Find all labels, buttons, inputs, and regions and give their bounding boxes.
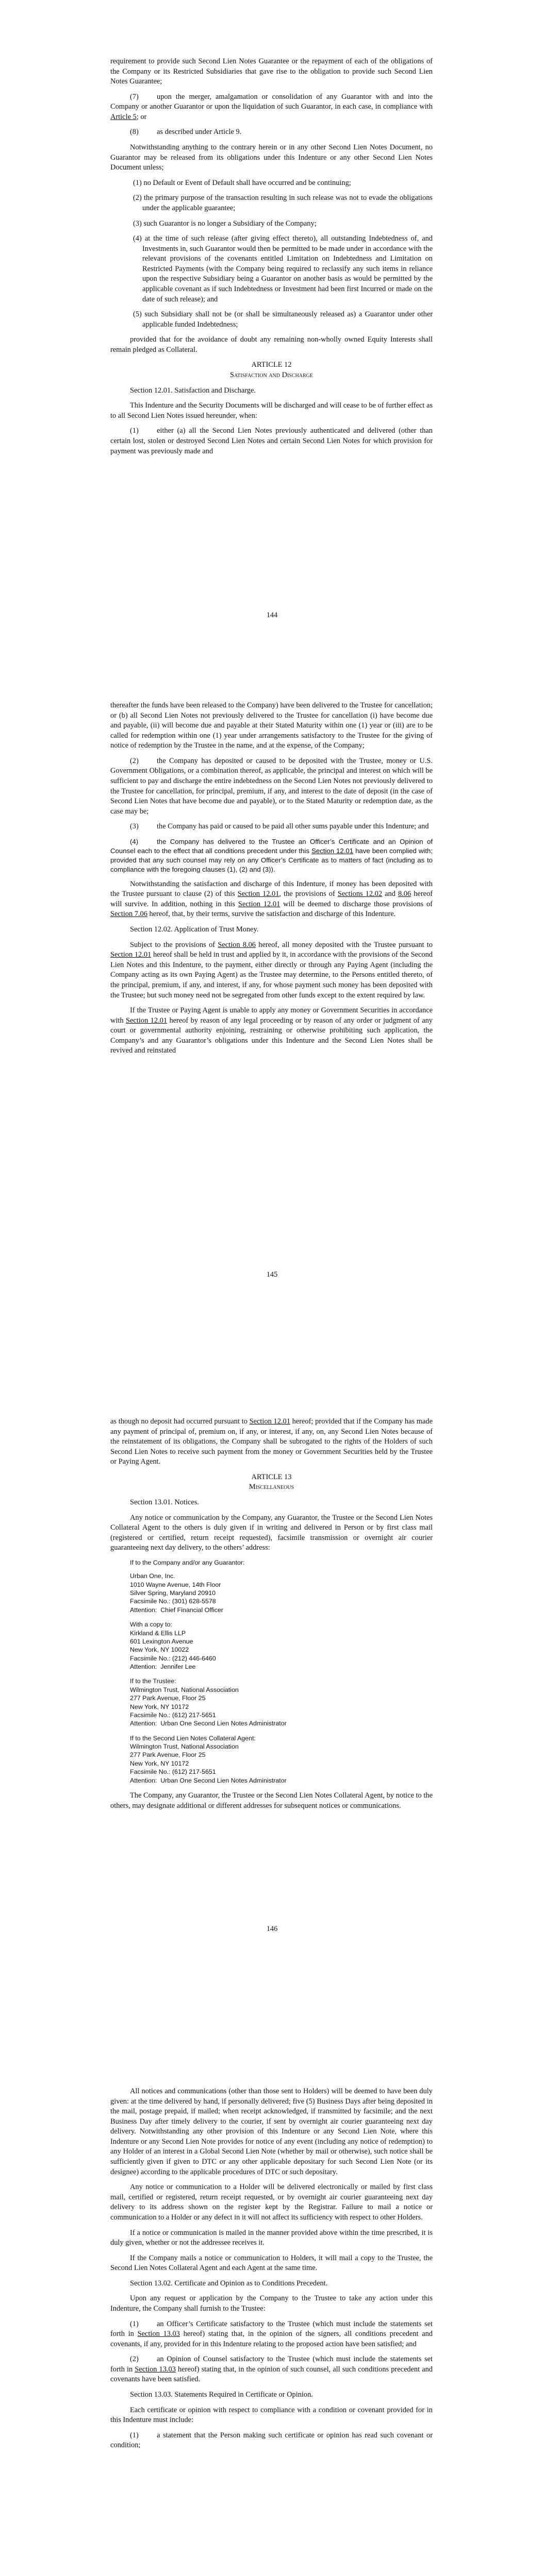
- text: Notwithstanding the satisfaction and discharge of this Indenture, if money has been deposited with the Trustee pursuant to clause (2) of this: [110, 879, 433, 899]
- paragraph: thereafter the funds have been released to the Company) have been delivered to the Trustee for cancellation; or (b) all Second Lien Notes not previously delivered to the Trustee for cancellation (i) have become due and payable, (ii) will become due and payable at their Stated Maturity within one (1) year or (iii) are to be called for redemption within one (1) year under arrangements satisfactory to the Trustee for the giving of notice of redemption by the Trustee in the name, and at the expense, of the Company;: [110, 701, 433, 750]
- page-147: [0, 2027, 544, 2576]
- section-12-01-link[interactable]: Section 12.01: [126, 1016, 168, 1025]
- clause-number: (4): [130, 837, 139, 845]
- page-144: [0, 57, 544, 654]
- section-heading: Section 13.03. Statements Required in Certificate or Opinion.: [130, 2391, 313, 2399]
- clause-text: an Opinion of Counsel satisfactory to the Trustee (which must include the statements set forth in: [110, 2355, 433, 2374]
- sections-12-02-link[interactable]: Sections 12.02: [337, 890, 383, 899]
- clause-text: either (a) all the Second Lien Notes previously authenticated and delivered (other than certain lost, stolen or destroyed Second Lien Notes and certain Second Lien Notes for which provision for payment was previously made and: [110, 427, 433, 455]
- clause-number: (2): [130, 2355, 139, 2364]
- page-145: [0, 654, 544, 1363]
- clause-8: [110, 127, 433, 138]
- clause-2: [110, 2354, 433, 2385]
- address-heading: If to the Second Lien Notes Collateral Agent:: [130, 1734, 256, 1742]
- section-12-01-link[interactable]: Section 12.01: [238, 900, 281, 908]
- clause-4: [110, 837, 433, 874]
- page-number: 145: [266, 1270, 278, 1279]
- clause-1: [110, 426, 433, 456]
- clause-text: as described under Article 9.: [157, 128, 242, 137]
- article-heading: ARTICLE 13: [251, 1472, 292, 1481]
- section-12-01-link[interactable]: Section 12.01: [311, 846, 354, 855]
- address-line: Attention: Urban One Second Lien Notes Administrator: [130, 1720, 287, 1727]
- clause-text: ; or: [136, 112, 147, 121]
- address-line: 1010 Wayne Avenue, 14th Floor: [130, 1581, 221, 1588]
- address-heading: If to the Company and/or any Guarantor:: [130, 1558, 245, 1566]
- section-12-01-link[interactable]: Section 12.01: [110, 951, 152, 959]
- address-copy: [130, 1620, 433, 1671]
- page-number: 146: [266, 1925, 278, 1933]
- clause-1: [110, 2431, 433, 2451]
- article-title: Satisfaction and Discharge: [230, 371, 313, 380]
- clause-text: hereof) stating that, in the opinion of the signers, all conditions precedent and covenants, if any, provided for in this Indenture relating to the proposed action have been satisfied; and: [110, 2330, 433, 2348]
- section-8-06-link[interactable]: 8.06: [398, 890, 411, 899]
- address-line: 277 Park Avenue, Floor 25: [130, 1751, 206, 1759]
- section-8-06-link[interactable]: Section 8.06: [218, 940, 256, 949]
- paragraph: Upon any request or application by the Company to the Trustee to take any action under this Indenture, the Company shall furnish to the Trustee:: [110, 2294, 433, 2313]
- text: , the provisions of: [279, 890, 338, 899]
- text: hereof; provided that if the Company has made any payment of principal of, premium on, if any, or interest, if any, on, any Second Lien Notes because of the reinstatement of its obligations, the Company shall be subrogated to the rights of the Holders of such Second Lien Notes to receive such payment from the money or Government Securities held by the Trustee or Paying Agent.: [110, 1417, 433, 1466]
- clause-number: (1): [130, 2431, 139, 2439]
- section-12-01-link[interactable]: Section 12.01: [249, 1417, 290, 1426]
- address-line: Kirkland & Ellis LLP: [130, 1629, 186, 1637]
- address-line: Attention: Jennifer Lee: [130, 1663, 196, 1671]
- condition-1: (1) no Default or Event of Default shall have occurred and be continuing;: [133, 178, 351, 187]
- clause-text: an Officer’s Certificate satisfactory to the Trustee (which must include the statements set forth in: [110, 2319, 433, 2338]
- address-line: Facsimile No.: (612) 217-5651: [130, 1768, 216, 1776]
- clause-7: [110, 92, 433, 123]
- address-line: Facsimile No.: (212) 446-6460: [130, 1654, 216, 1662]
- section-heading: Section 13.02. Certificate and Opinion as to Conditions Precedent.: [130, 2279, 328, 2287]
- section-heading: Section 13.01. Notices.: [130, 1498, 199, 1507]
- text: will be deemed to discharge those provisions of: [280, 900, 433, 908]
- condition-5: (5) such Subsidiary shall not be (or shall be simultaneously released as) a Guarantor under other applicable funded Indebtedness;: [133, 310, 433, 329]
- text: If the Trustee or Paying Agent is unable to apply any money or Government Securities in accordance with: [110, 1006, 433, 1025]
- text: as though no deposit had occurred pursuant to: [110, 1417, 250, 1426]
- clause-number: (3): [130, 822, 139, 831]
- address-trustee: [130, 1677, 433, 1727]
- condition-3: (3) such Guarantor is no longer a Subsidiary of the Company;: [133, 219, 317, 228]
- condition-2: (2) the primary purpose of the transaction resulting in such release was not to evade the obligations under the applicable guarantee;: [133, 194, 433, 212]
- address-line: Urban One, Inc.: [130, 1572, 175, 1580]
- section-13-03-link[interactable]: Section 13.03: [135, 2365, 176, 2374]
- address-collateral-agent: [130, 1734, 433, 1785]
- clause-number: (1): [130, 427, 139, 435]
- clause-number: (8): [130, 128, 139, 137]
- address-heading: With a copy to:: [130, 1621, 172, 1629]
- text: Subject to the provisions of: [130, 940, 218, 949]
- paragraph: Notwithstanding anything to the contrary herein or in any other Second Lien Notes Document, no Guarantor may be released from its obligations under this Indenture or any other Second Lien Notes Document unless;: [110, 143, 433, 172]
- section-7-06-link[interactable]: Section 7.06: [110, 910, 147, 919]
- clause-text: hereof) stating that, in the opinion of such counsel, all such conditions precedent and covenants have been satisfied.: [110, 2365, 433, 2384]
- text: hereof will survive. In addition, nothing in this: [110, 890, 433, 908]
- clause-number: (7): [130, 92, 139, 101]
- clause-1: [110, 2319, 433, 2350]
- section-heading: Section 12.02. Application of Trust Money.: [130, 925, 259, 934]
- paragraph: All notices and communications (other than those sent to Holders) will be deemed to have been duly given: at the time delivered by hand, if personally delivered; five (5) Business Days after being deposited in the mail, postage prepaid, if mailed; when receipt acknowledged, if transmitted by facsimile; and the next Business Day after timely delivery to the courier, if sent by overnight air courier guaranteeing next day delivery. Notwithstanding any other provision of this Indenture or any Second Lien Note, where this Indenture or any Second Lien Note provides for notice of any event (including any notice of redemption) to any Holder of an interest in a Global Second Lien Note (whether by mail or otherwise), such notice shall be sufficiently given if given to DTC or any other applicable depositary for such Second Lien Note (or its designee) according to the applicable procedures of DTC or such depositary.: [110, 2087, 433, 2176]
- text: and: [382, 890, 398, 899]
- address-line: Facsimile No.: (612) 217-5651: [130, 1711, 216, 1719]
- paragraph: requirement to provide such Second Lien Notes Guarantee or the repayment of each of the obligations of the Company or its Restricted Subsidiaries that gave rise to the obligation to provide such Second Lien Notes Guarantee;: [110, 57, 433, 86]
- text: hereof, that, by their terms, survive the satisfaction and discharge of this Indenture.: [147, 910, 396, 919]
- clause-text: the Company has deposited or caused to be deposited with the Trustee, money or U.S. Government Obligations, or a combination thereof, as applicable, the principal and interest on which will be sufficient to pay and discharge the entire indebtedness on the Second Lien Notes not previously delivered to the Trustee for cancellation, for principal, premium, if any, and interest to the date of deposit (in the case of Second Lien Notes that have become due and payable), or to the Stated Maturity or redemption date, as the case may be;: [110, 756, 433, 816]
- address-line: Wilmington Trust, National Association: [130, 1743, 239, 1751]
- article-5-link[interactable]: Article 5: [110, 112, 137, 121]
- section-13-03-link[interactable]: Section 13.03: [137, 2330, 180, 2338]
- clause-text: have been complied with; provided that any such counsel may rely on any Officer’s Certificate as to matters of fact (including as to compliance with the foregoing clauses (1), (2) and (3)).: [110, 846, 433, 873]
- section-12-01-link[interactable]: Section 12.01: [237, 890, 279, 899]
- text: hereof shall be held in trust and applied by it, in accordance with the provisions of the Second Lien Notes and this Indenture, to the payment, either directly or through any Paying Agent (including the Company acting as its own Paying Agent) as the Trustee may determine, to the Persons entitled thereto, of the principal, premium, if any, and interest, if any, for whose payment such money has been deposited with the Trustee; but such money need not be segregated from other funds except to the extent required by law.: [110, 951, 433, 999]
- address-line: New York, NY 10172: [130, 1759, 189, 1767]
- text: hereof, all money deposited with the Trustee pursuant to: [256, 940, 433, 949]
- paragraph: If the Company mails a notice or communication to Holders, it will mail a copy to the Trustee, the Second Lien Notes Collateral Agent and each Agent at the same time.: [110, 2253, 433, 2273]
- paragraph: If a notice or communication is mailed in the manner provided above within the time prescribed, it is duly given, whether or not the addressee receives it.: [110, 2228, 433, 2247]
- page-146: [0, 1363, 544, 2027]
- address-line: Attention: Urban One Second Lien Notes Administrator: [130, 1776, 287, 1784]
- clause-text: upon the merger, amalgamation or consolidation of any Guarantor with and into the Company or another Guarantor or upon the liquidation of such Guarantor, in each case, in compliance with: [110, 92, 433, 111]
- paragraph: Any notice or communication by the Company, any Guarantor, the Trustee or the Second Lien Notes Collateral Agent to the others is duly given if in writing and delivered in Person or by first class mail (registered or certified, return receipt requested), facsimile transmission or overnight air courier guaranteeing next day delivery, to the others’ address:: [110, 1513, 433, 1552]
- condition-4: (4) at the time of such release (after giving effect thereto), all outstanding Indebtedness of, and Investments in, such Guarantor would then be permitted to be made under in accordance with the relevant provisions of the covenants entitled Limitation on Indebtedness and Limitation on Restricted Payments (with the Company being required to reclassify any such items in reliance upon the respective Subsidiary being a Guarantor on another basis as would be permitted by the applicable covenant as if such Indebtedness or Investment had been first Incurred or made on the date of such release); and: [133, 234, 433, 303]
- paragraph: [110, 940, 433, 1001]
- paragraph: This Indenture and the Security Documents will be discharged and will cease to be of further effect as to all Second Lien Notes issued hereunder, when:: [110, 401, 433, 420]
- address-line: Facsimile No.: (301) 628-5578: [130, 1598, 216, 1605]
- clause-3: [110, 822, 433, 832]
- clause-number: (2): [130, 756, 139, 765]
- clause-text: the Company has paid or caused to be paid all other sums payable under this Indenture; and: [157, 822, 429, 831]
- page-number: 144: [266, 611, 278, 619]
- paragraph: [110, 1006, 433, 1056]
- address-line: Attention: Chief Financial Officer: [130, 1606, 223, 1614]
- address-company: [130, 1558, 433, 1614]
- address-line: New York, NY 10022: [130, 1646, 189, 1654]
- paragraph: Each certificate or opinion with respect to compliance with a condition or covenant provided for in this Indenture must include:: [110, 2405, 433, 2425]
- paragraph: Any notice or communication to a Holder will be delivered electronically or mailed by first class mail, certified or registered, return receipt requested, or by overnight air courier guaranteeing next day delivery to its address shown on the register kept by the Registrar. Failure to mail a notice or communication to a Holder or any defect in it will not affect its sufficiency with respect to other Holders.: [110, 2183, 433, 2222]
- article-heading: ARTICLE 12: [251, 361, 292, 369]
- clause-number: (1): [130, 2319, 139, 2328]
- address-line: 277 Park Avenue, Floor 25: [130, 1694, 206, 1702]
- text: hereof by reason of any legal proceeding or by reason of any order or judgment of any court or governmental authority enjoining, restraining or otherwise prohibiting such application, the Company’s and any Guarantor’s obligations under this Indenture and the Second Lien Notes shall be revived and reinstated: [110, 1016, 433, 1055]
- address-heading: If to the Trustee:: [130, 1677, 176, 1685]
- address-line: 601 Lexington Avenue: [130, 1637, 193, 1645]
- clause-text: a statement that the Person making such certificate or opinion has read such covenant or condition;: [110, 2431, 433, 2450]
- paragraph: provided that for the avoidance of doubt any remaining non-wholly owned Equity Interests shall remain pledged as Collateral.: [110, 335, 433, 354]
- address-line: New York, NY 10172: [130, 1703, 189, 1710]
- section-heading: Section 12.01. Satisfaction and Discharge.: [130, 386, 256, 395]
- address-line: Silver Spring, Maryland 20910: [130, 1589, 216, 1597]
- paragraph: The Company, any Guarantor, the Trustee or the Second Lien Notes Collateral Agent, by notice to the others, may designate additional or different addresses for subsequent notices or communications.: [110, 1791, 433, 1810]
- article-title: Miscellaneous: [249, 1483, 294, 1492]
- paragraph: [110, 1417, 433, 1467]
- paragraph: [110, 879, 433, 920]
- address-line: Wilmington Trust, National Association: [130, 1686, 239, 1693]
- clause-2: [110, 756, 433, 817]
- clause-text: the Company has delivered to the Trustee an Officer’s Certificate and an Opinion of Counsel each to the effect that all conditions precedent under this: [110, 837, 433, 855]
